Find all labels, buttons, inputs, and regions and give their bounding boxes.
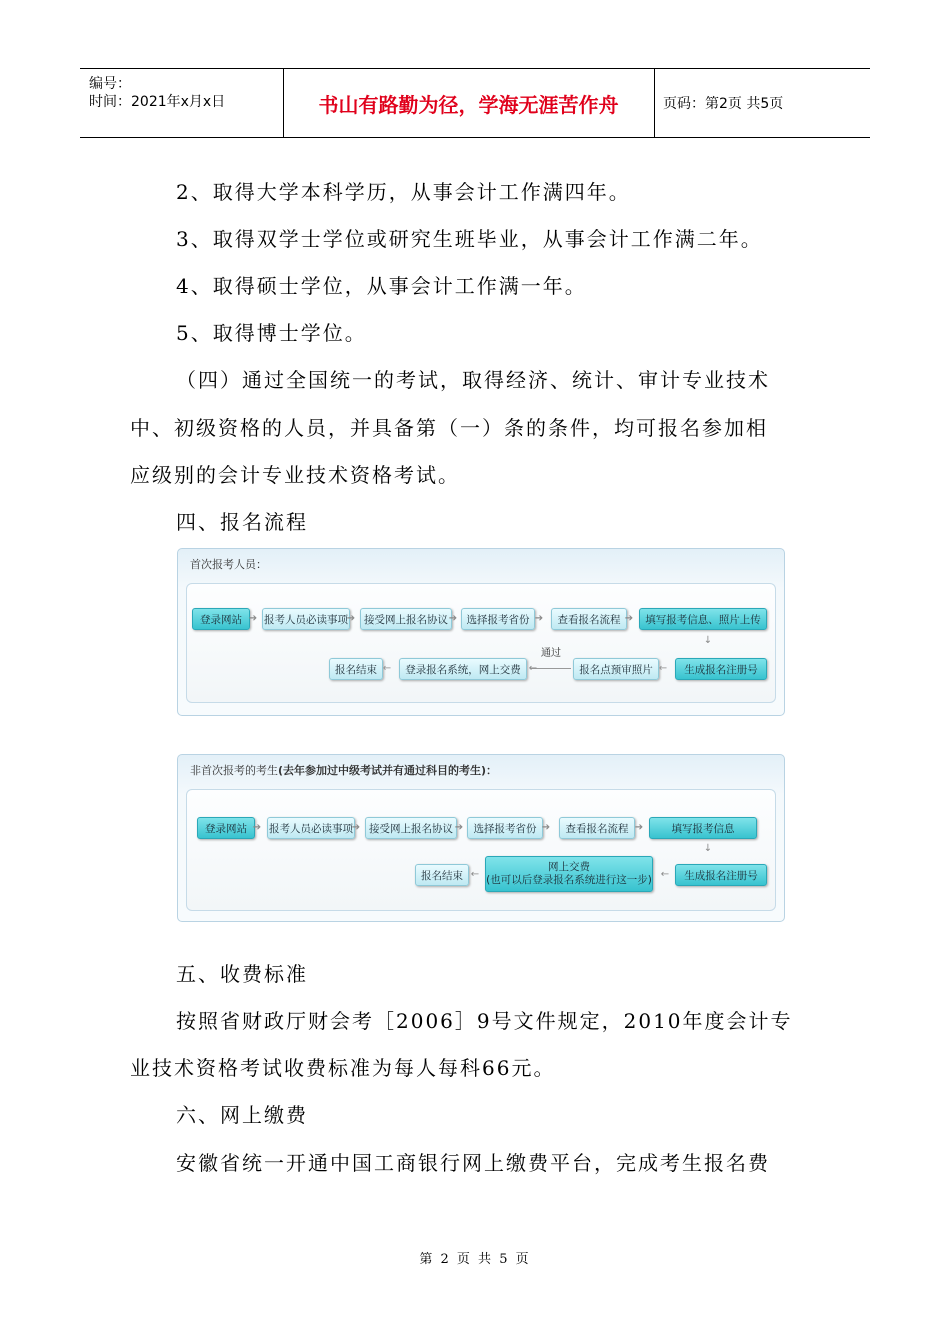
header-page-code: 页码：第2页 共5页 bbox=[663, 96, 784, 112]
arrow-right-icon: ➔ bbox=[624, 613, 634, 624]
arrow-right-icon: ➔ bbox=[351, 822, 361, 833]
flow-step: 报名结束 bbox=[329, 658, 383, 680]
flow-step-note: (也可以后登录报名系统进行这一步) bbox=[486, 874, 652, 886]
arrow-right-icon: ➔ bbox=[346, 613, 356, 624]
paragraph: 4、取得硕士学位，从事会计工作满一年。 bbox=[176, 274, 587, 298]
pass-label: 通过 bbox=[541, 648, 561, 659]
page-footer: 第 2 页 共 5 页 bbox=[419, 1252, 531, 1267]
flow-step: 报名点预审照片 bbox=[573, 658, 659, 680]
arrow-down-icon: ↓ bbox=[703, 843, 713, 854]
arrow-right-icon: ➔ bbox=[248, 613, 258, 624]
paragraph: 5、取得博士学位。 bbox=[176, 321, 367, 345]
section-heading: 四、报名流程 bbox=[176, 510, 308, 534]
flow-step: 查看报名流程 bbox=[551, 608, 627, 630]
arrow-left-icon: ← bbox=[658, 663, 668, 674]
flow-step: 填写报考信息 bbox=[649, 817, 757, 839]
flow-step: 登录网站 bbox=[192, 608, 250, 630]
arrow-right-icon: ➔ bbox=[634, 822, 644, 833]
arrow-right-icon: ➔ bbox=[541, 822, 551, 833]
arrow-left-icon: ← bbox=[382, 663, 392, 674]
paragraph: （四）通过全国统一的考试，取得经济、统计、审计专业技术 bbox=[176, 368, 770, 392]
arrow-left-icon: ← bbox=[528, 663, 538, 674]
arrow-right-icon: ➔ bbox=[448, 613, 458, 624]
paragraph: 2、取得大学本科学历，从事会计工作满四年。 bbox=[176, 180, 631, 204]
flow-step-pay bbox=[485, 856, 653, 892]
paragraph: 3、取得双学士学位或研究生班毕业，从事会计工作满二年。 bbox=[176, 227, 763, 251]
paragraph: 中、初级资格的人员，并具备第（一）条的条件，均可报名参加相 bbox=[130, 416, 768, 440]
flow-title-note: (去年参加过中级考试并有通过科目的考生)： bbox=[278, 764, 498, 777]
doc-time-label: 时间：2021年x月x日 bbox=[89, 94, 226, 110]
flow-step: 报考人员必读事项 bbox=[262, 608, 350, 630]
arrow-left-icon: ← bbox=[660, 869, 670, 880]
flow-title: 首次报考人员： bbox=[190, 558, 267, 571]
arrow-down-icon: ↓ bbox=[703, 635, 713, 646]
page-header bbox=[80, 68, 870, 138]
header-motto: 书山有路勤为径，学海无涯苦作舟 bbox=[283, 69, 655, 137]
flow-step: 选择报考省份 bbox=[461, 608, 535, 630]
flow-title bbox=[190, 762, 497, 778]
flow-step: 登录报名系统，网上交费 bbox=[399, 658, 527, 680]
doc-number-label: 编号： bbox=[89, 76, 131, 92]
flow-step: 接受网上报名协议 bbox=[360, 608, 452, 630]
flow-step: 接受网上报名协议 bbox=[365, 817, 457, 839]
flow-inner bbox=[186, 583, 776, 703]
flow-step: 查看报名流程 bbox=[559, 817, 635, 839]
flow-step: 生成报名注册号 bbox=[675, 658, 767, 680]
arrow-right-icon: ➔ bbox=[534, 613, 544, 624]
flow-title-text: 非首次报考的考生 bbox=[190, 764, 278, 777]
flow-step: 生成报名注册号 bbox=[675, 864, 767, 886]
section-heading: 六、网上缴费 bbox=[176, 1103, 308, 1127]
paragraph: 按照省财政厅财会考［2006］9号文件规定，2010年度会计专 bbox=[176, 1009, 793, 1033]
flow-step: 登录网站 bbox=[197, 817, 255, 839]
flow-step-label: 网上交费 bbox=[548, 861, 590, 873]
paragraph: 业技术资格考试收费标准为每人每科66元。 bbox=[130, 1056, 556, 1080]
flow-inner bbox=[186, 789, 776, 911]
flow-panel-returning bbox=[177, 754, 785, 922]
paragraph: 安徽省统一开通中国工商银行网上缴费平台，完成考生报名费 bbox=[176, 1151, 770, 1175]
arrow-left-icon: ← bbox=[470, 869, 480, 880]
flow-panel-first-time bbox=[177, 548, 785, 716]
flow-step: 报名结束 bbox=[415, 864, 469, 886]
section-heading: 五、收费标准 bbox=[176, 962, 308, 986]
arrow-right-icon: ➔ bbox=[252, 822, 262, 833]
paragraph: 应级别的会计专业技术资格考试。 bbox=[130, 463, 460, 487]
flow-step: 选择报考省份 bbox=[467, 817, 543, 839]
flow-step: 报考人员必读事项 bbox=[267, 817, 355, 839]
arrow-right-icon: ➔ bbox=[454, 822, 464, 833]
header-meta bbox=[80, 69, 284, 137]
flow-step: 填写报考信息、照片上传 bbox=[639, 608, 767, 630]
